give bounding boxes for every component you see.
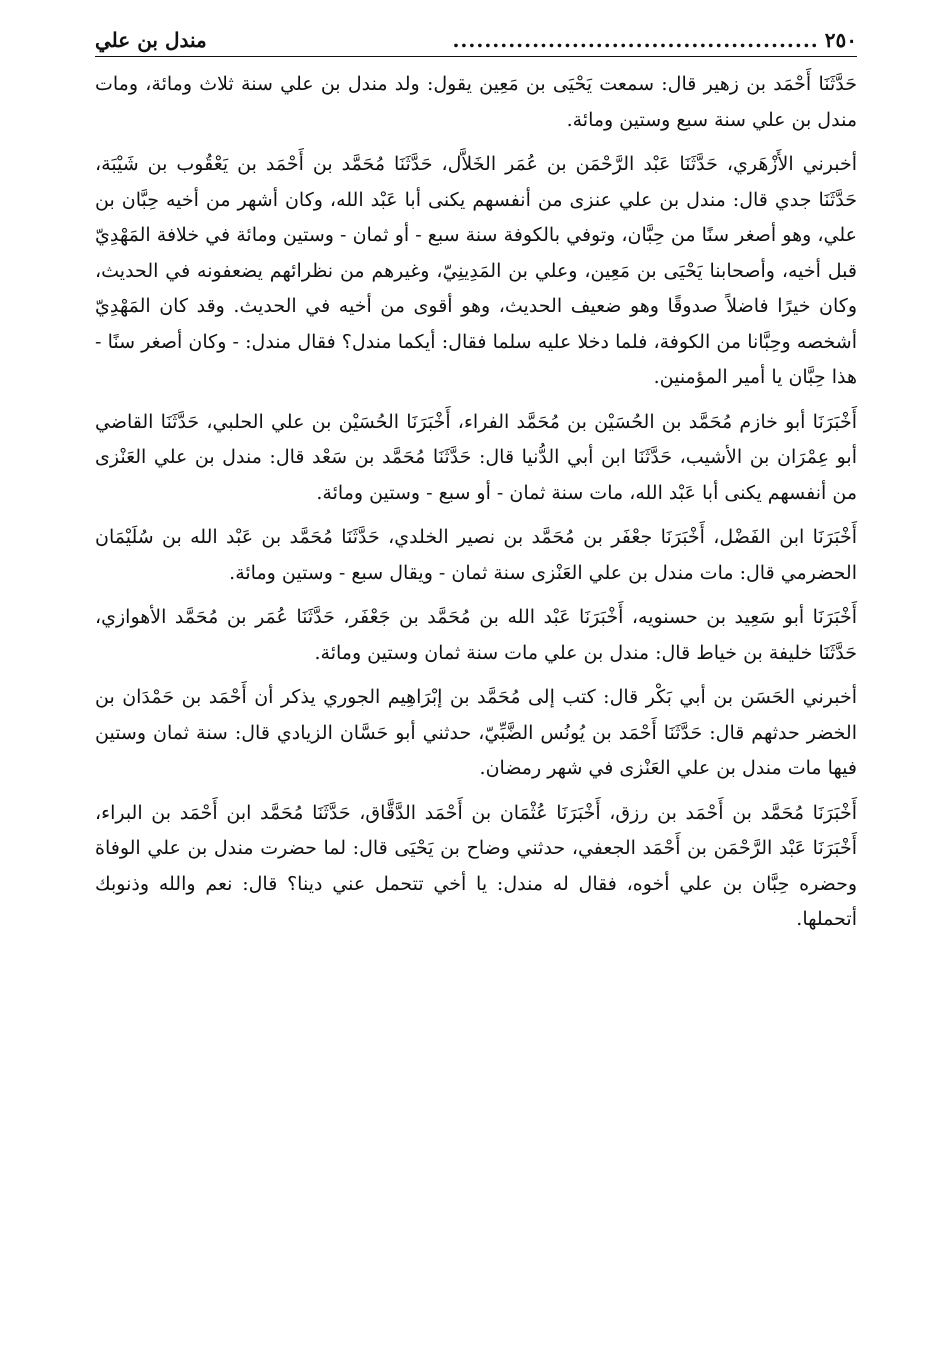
- paragraph: أَخْبَرَنَا ابن الفَضْل، أَخْبَرَنَا جعْفَر بن مُحَمَّد بن نصير الخلدي، حَدَّثَنَا مُحَمَّد بن عَبْد الله بن سُلَيْمَان الحضرمي قال: مات مندل بن علي العَنْزى سنة ثمان - ويقال سبع - وستين ومائة.: [95, 526, 857, 584]
- running-title: مندل بن علي: [95, 28, 207, 52]
- header-leader-dots: ..............................................: [452, 28, 819, 52]
- paragraph: حَدَّثَنَا أَحْمَد بن زهير قال: سمعت يَحْيَى بن مَعِين يقول: ولد مندل بن علي سنة ثلاث ومائة، ومات مندل بن علي سنة سبع وستين ومائة.: [95, 73, 857, 131]
- page-number: ٢٥٠: [824, 28, 857, 52]
- paragraph: أخبرني الحَسَن بن أبي بَكْر قال: كتب إلى مُحَمَّد بن إبْرَاهِيم الجوري يذكر أن أَحْمَد بن حَمْدَان بن الخضر حدثهم قال: حَدَّثَنَا أَحْمَد بن يُونُس الضَّبِّيّ، حدثني أبو حَسَّان الزيادي قال: سنة ثمان وستين فيها مات مندل بن علي العَنْزى في شهر رمضان.: [95, 686, 857, 779]
- paragraph: أَخْبَرَنَا مُحَمَّد بن أَحْمَد بن رزق، أَخْبَرَنَا عُثْمَان بن أَحْمَد الدَّقَّاق، حَدَّثَنَا مُحَمَّد ابن أَحْمَد بن البراء، أَخْبَرَنَا عَبْد الرَّحْمَن بن أَحْمَد الجعفي، حدثني وضاح بن يَحْيَى قال: لما حضرت مندل بن علي الوفاة وحضره حِبَّان بن علي أخوه، فقال له مندل: يا أخي تتحمل عني دينا؟ قال: نعم والله وذنوبك أتحملها.: [95, 801, 857, 930]
- paragraph: أَخْبَرَنَا أبو خازم مُحَمَّد بن الحُسَيْن بن مُحَمَّد الفراء، أَخْبَرَنَا الحُسَيْن بن علي الحلبي، حَدَّثَنَا القاضي أبو عِمْرَان بن الأشيب، حَدَّثَنَا ابن أبي الدُّنيا قال: حَدَّثَنَا مُحَمَّد بن سَعْد قال: مندل بن علي العَنْزى من أنفسهم يكنى أبا عَبْد الله، مات سنة ثمان - أو سبع - وستين ومائة.: [95, 410, 857, 504]
- body-text: [95, 67, 857, 938]
- page-header: [95, 28, 857, 57]
- paragraph: أَخْبَرَنَا أبو سَعِيد بن حسنويه، أَخْبَرَنَا عَبْد الله بن مُحَمَّد بن جَعْفَر، حَدَّثَنَا عُمَر بن مُحَمَّد الأهوازي، حَدَّثَنَا خليفة بن خياط قال: مندل بن علي مات سنة ثمان وستين ومائة.: [95, 606, 857, 664]
- paragraph: أخبرني الأَزْهَري، حَدَّثَنَا عَبْد الرَّحْمَن بن عُمَر الخَلاَّل، حَدَّثَنَا مُحَمَّد بن أَحْمَد بن يَعْقُوب بن شَيْبَة، حَدَّثَنَا جدي قال: مندل بن علي عنزى من أنفسهم يكنى أبا عَبْد الله، وكان أشهر من أخيه حِبَّان بن علي، وهو أصغر سنًا من حِبَّان، وتوفي بالكوفة سنة سبع - أو ثمان - وستين ومائة في خلافة المَهْدِيّ قبل أخيه، وأصحابنا يَحْيَى بن مَعِين، وعلي بن المَدِينِيّ، وغيرهم من نظرائهم يضعفونه في الحديث، وكان خيرًا فاضلاً صدوقًا وهو ضعيف الحديث، وهو أقوى من أخيه في الحديث. وقد كان المَهْدِيّ أشخصه وحِبَّانا من الكوفة، فلما دخلا عليه سلما فقال: أيكما مندل؟ فقال مندل: - وكان أصغر سنًا - هذا حِبَّان يا أمير المؤمنين.: [95, 153, 857, 388]
